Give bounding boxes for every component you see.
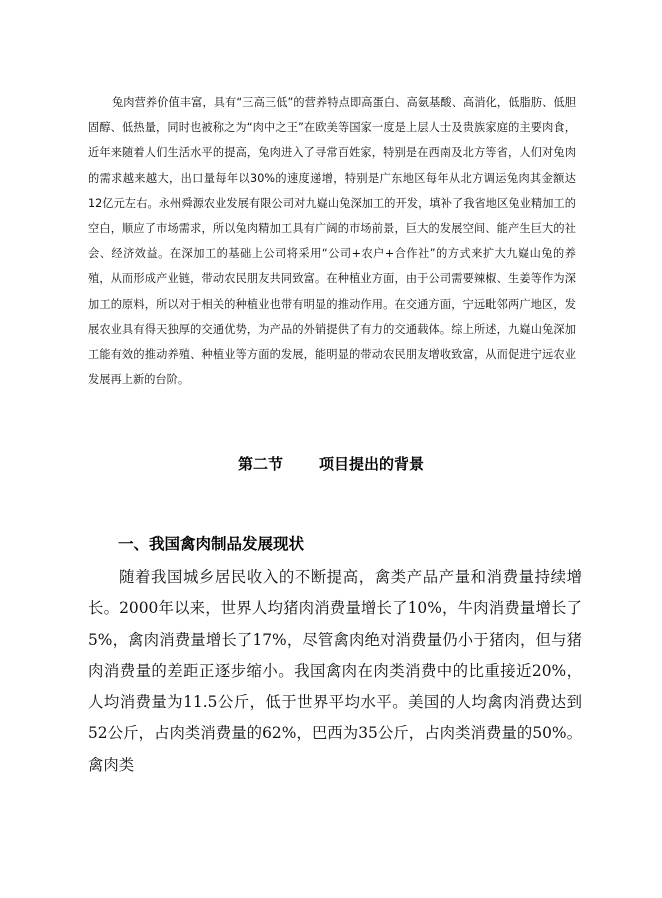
section-title [0,453,662,474]
intro-paragraph: 兔肉营养价值丰富，具有“三高三低”的营养特点即高蛋白、高氨基酸、高消化，低脂肪、低胆固醇、低热量，同时也被称之为“肉中之王”在欧美等国家一度是上层人士及贵族家庭的主要肉食，近年来随着人们生活水平的提高，兔肉进入了寻常百姓家，特别是在西南及北方等省，人们对兔肉的需求越来越大，出口量每年以30%的速度递增，特别是广东地区每年从北方调运兔肉其金额达12亿元左右。永州舜源农业发展有限公司对九嶷山兔深加工的开发，填补了我省地区兔业精加工的空白，顺应了市场需求，所以兔肉精加工具有广阔的市场前景，巨大的发展空间、能产生巨大的社会、经济效益。在深加工的基础上公司将采用“公司+农户+合作社”的方式来扩大九嶷山兔的养殖，从而形成产业链，带动农民朋友共同致富。在种植业方面，由于公司需要辣椒、生姜等作为深加工的原料，所以对于相关的种植业也带有明显的推动作用。在交通方面，宁远毗邻两广地区，发展农业具有得天独厚的交通优势，为产品的外销提供了有力的交通载体。综上所述，九嶷山兔深加工能有效的推动养殖、种植业等方面的发展，能明显的带动农民朋友增收致富，从而促进宁远农业发展再上新的台阶。 [88,96,576,387]
body-paragraph: 随着我国城乡居民收入的不断提高，禽类产品产量和消费量持续增长。2000年以来，世界人均猪肉消费量增长了10%，牛肉消费量增长了5%，禽肉消费量增长了17%，尽管禽肉绝对消费量仍小于猪肉，但与猪肉消费量的差距正逐步缩小。我国禽肉在肉类消费中的比重接近20%，人均消费量为11.5公斤，低于世界平均水平。美国的人均禽肉消费达到52公斤，占肉类消费量的62%，巴西为35公斤，占肉类消费量的50%。禽肉类 [88,568,582,774]
section-name: 项目提出的背景 [319,455,425,473]
section-label: 第二节 [237,455,283,473]
subheading: 一、我国禽肉制品发展现状 [118,534,305,553]
